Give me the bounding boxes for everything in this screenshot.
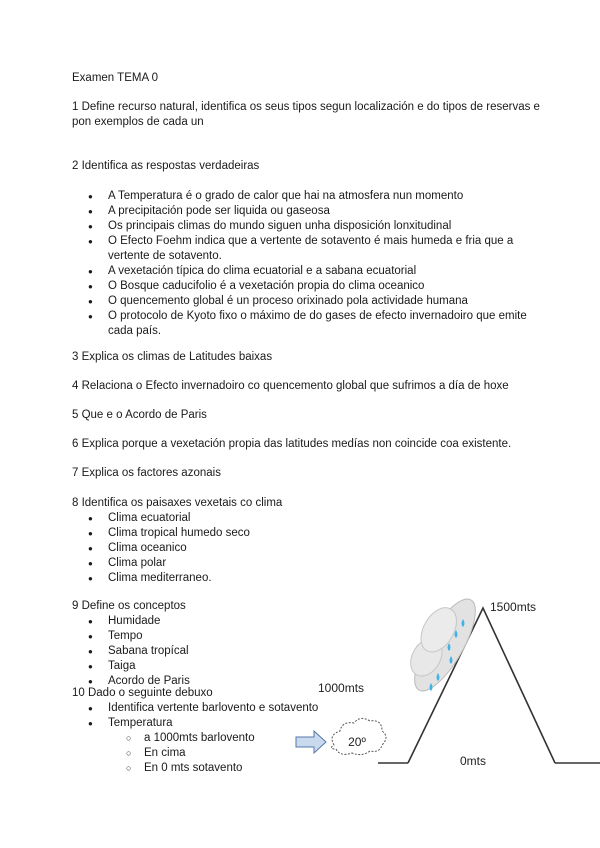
sub-list-item: ○ a 1000mts barlovento <box>72 731 255 746</box>
list-item: ● Acordo de Paris <box>72 674 538 689</box>
foehn-diagram <box>290 585 600 785</box>
rain-cloud <box>395 586 487 699</box>
question-5: 5 Que e o Acordo de Paris <box>72 409 207 421</box>
list-item: ● Clima oceanico <box>72 541 538 556</box>
question-3: 3 Explica os climas de Latitudes baixas <box>72 351 273 363</box>
question-9-prompt: 9 Define os conceptos <box>72 600 186 612</box>
question-10-sublist <box>72 731 255 776</box>
list-item: ● Sabana tropícal <box>72 644 538 659</box>
list-item: ● Clima tropical humedo seco <box>72 526 538 541</box>
list-item: ● O Bosque caducifolio é a vexetación propia do clima oceanico <box>72 279 538 294</box>
list-item: ● Humidade <box>72 614 538 629</box>
exam-title: Examen TEMA 0 <box>72 72 159 84</box>
question-10-prompt: 10 Dado o seguinte debuxo <box>72 687 213 699</box>
list-item: ● Identifica vertente barlovento e sotavento <box>72 701 538 716</box>
list-item: ● O Efecto Foehm indica que a vertente de sotavento é mais humeda e fria que a vertente de sotavento. <box>72 234 538 264</box>
list-item: ● Taiga <box>72 659 538 674</box>
question-7: 7 Explica os factores azonais <box>72 467 221 479</box>
list-item: ● A vexetación típica do clima ecuatorial e a sabana ecuatorial <box>72 264 538 279</box>
question-8-prompt: 8 Identifica os paisaxes vexetais co clima <box>72 497 283 509</box>
list-item: ● O quencemento global é un proceso orixinado pola actividade humana <box>72 294 538 309</box>
peak-altitude-label: 1500mts <box>490 600 537 614</box>
question-8-list <box>72 511 538 586</box>
list-item: ● Clima ecuatorial <box>72 511 538 526</box>
sub-list-item: ○ En 0 mts sotavento <box>72 761 255 776</box>
question-6: 6 Explica porque a vexetación propia das latitudes medías non coincide coa existente. <box>72 438 512 450</box>
question-2-prompt: 2 Identifica as respostas verdadeiras <box>72 160 260 172</box>
question-4: 4 Relaciona o Efecto invernadoiro co quencemento global que sufrimos a día de hoxe <box>72 380 509 392</box>
list-item: ● O protocolo de Kyoto fixo o máximo de do gases de efecto invernadoiro que emite cada país. <box>72 309 538 339</box>
list-item: ● Os principais climas do mundo siguen unha disposición lonxitudinal <box>72 219 538 234</box>
list-item: ● Tempo <box>72 629 538 644</box>
list-item-label: Temperatura <box>108 717 173 729</box>
cloud-temperature: 20º <box>348 735 366 749</box>
question-2-list <box>72 189 538 339</box>
list-item: ● A Temperatura é o grado de calor que hai na atmosfera nun momento <box>72 189 538 204</box>
sub-list-item: ○ En cima <box>72 746 255 761</box>
base-altitude-label: 0mts <box>460 754 487 768</box>
mid-altitude-label: 1000mts <box>318 681 365 695</box>
list-item: ● Clima polar <box>72 556 538 571</box>
wind-arrow-icon <box>296 731 326 753</box>
question-1: 1 Define recurso natural, identifica os seus tipos segun localización e do tipos de reservas e pon exemplos de cada un <box>72 101 540 128</box>
list-item: ● Clima mediterraneo. <box>72 571 538 586</box>
list-item: ● A precipitación pode ser liquida ou gaseosa <box>72 204 538 219</box>
